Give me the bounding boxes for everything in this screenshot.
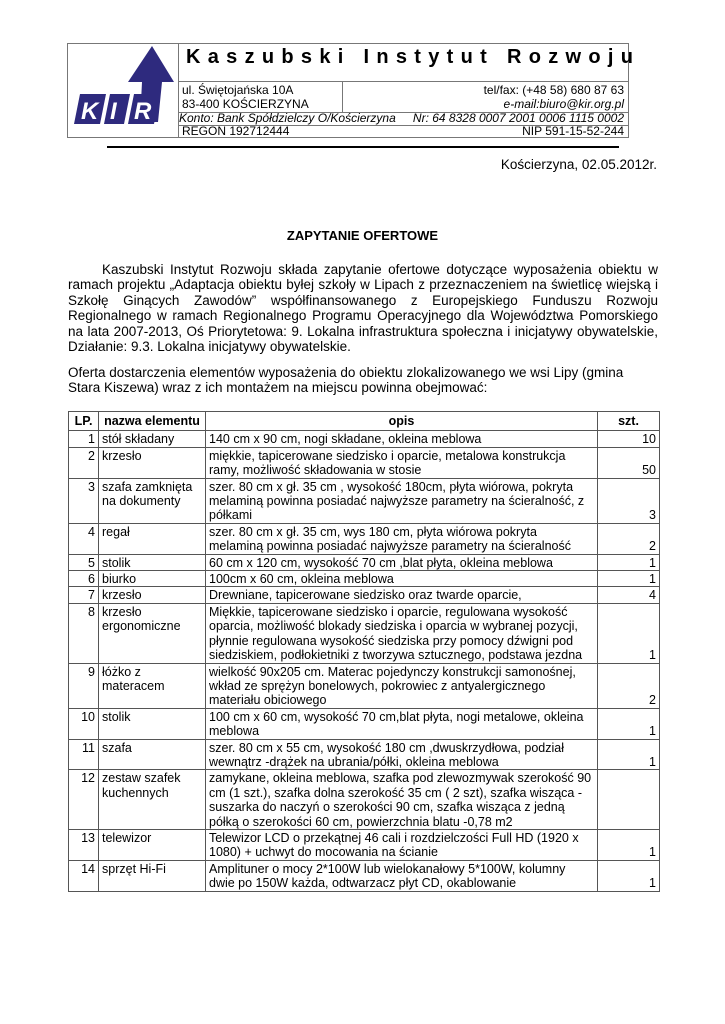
table-row [69, 739, 660, 770]
cell-szt: 2 [598, 663, 660, 708]
cell-szt: 1 [598, 860, 660, 891]
cell-name: biurko [99, 571, 206, 587]
cell-name: zestaw szafek kuchennych [99, 770, 206, 830]
cell-name: łóżko z materacem [99, 663, 206, 708]
cell-lp: 3 [69, 478, 99, 523]
cell-opis: Amplituner o mocy 2*100W lub wielokanałowy 5*100W, kolumny dwie po 150W każda, odtwarzacz płyt CD, okablowanie [206, 860, 598, 891]
header-lp: LP. [69, 412, 99, 431]
cell-opis: Miękkie, tapicerowane siedzisko i oparcie, regulowana wysokość oparcia, możliwość blokady siedziska i oparcia w wybranej pozycji, płynnie regulowana wysokość siedziska przy pomocy dźwigni pod siedziskiem, podłokietniki z tworzywa sztucznego, podstawa jezdna [206, 603, 598, 663]
cell-opis: Drewniane, tapicerowane siedzisko oraz twarde oparcie, [206, 587, 598, 603]
bank-label: Konto: Bank Spółdzielczy O/Kościerzyna [179, 111, 396, 125]
cell-opis: szer. 80 cm x gł. 35 cm , wysokość 180cm, płyta wiórowa, pokryta melaminą powinna posiadać najwyższe parametry na ścieralność, z półkami [206, 478, 598, 523]
intro-text: Kaszubski Instytut Rozwoju składa zapytanie ofertowe dotyczące wyposażenia obiektu w ramach projektu „Adaptacja obiektu byłej szkoły w Lipach z przeznaczeniem na świetlicę wiejską i Szkołę Ginących Zawodów” współfinansowanego z Europejskiego Funduszu Rozwoju Regionalnego w ramach Regionalnego Programu Operacyjnego dla Województwa Pomorskiego na lata 2007-2013, Oś Priorytetowa: 9. Lokalna infrastruktura społeczna i inicjatywy obywatelskie, Działanie: 9.3. Lokalna inicjatywy obywatelskie. [68, 262, 658, 355]
street-address: ul. Świętojańska 10A [182, 83, 294, 97]
address-row [179, 81, 628, 113]
cell-name: krzesło [99, 587, 206, 603]
cell-opis: Telewizor LCD o przekątnej 46 cali i rozdzielczości Full HD (1920 x 1080) + uchwyt do mocowania na ścianie [206, 829, 598, 860]
svg-text:I: I [110, 98, 117, 125]
cell-name: sprzęt Hi-Fi [99, 860, 206, 891]
table-row [69, 860, 660, 891]
table-row [69, 770, 660, 830]
table-row [69, 587, 660, 603]
cell-szt: 4 [598, 587, 660, 603]
cell-name: stolik [99, 708, 206, 739]
cell-name: szafa [99, 739, 206, 770]
header-divider [107, 146, 619, 148]
postal-city: 83-400 KOŚCIERZYNA [182, 97, 309, 111]
cell-lp: 14 [69, 860, 99, 891]
intro-paragraph [68, 262, 658, 354]
items-table [68, 411, 660, 892]
cell-name: szafa zamknięta na dokumenty [99, 478, 206, 523]
cell-name: telewizor [99, 829, 206, 860]
table-row [69, 708, 660, 739]
cell-szt: 10 [598, 431, 660, 447]
cell-szt: 1 [598, 571, 660, 587]
cell-lp: 13 [69, 829, 99, 860]
cell-szt [598, 770, 660, 830]
table-row [69, 447, 660, 478]
kir-logo [68, 44, 179, 137]
scope-paragraph: Oferta dostarczenia elementów wyposażenia do obiektu zlokalizowanego we wsi Lipy (gmina Stara Kiszewa) wraz z ich montażem na miejscu powinna obejmować: [68, 365, 624, 396]
table-row [69, 431, 660, 447]
cell-lp: 8 [69, 603, 99, 663]
cell-name: krzesło [99, 447, 206, 478]
cell-opis: 100 cm x 60 cm, wysokość 70 cm,blat płyta, nogi metalowe, okleina meblowa [206, 708, 598, 739]
table-header-row [69, 412, 660, 431]
regon: REGON 192712444 [182, 124, 290, 138]
cell-szt: 1 [598, 708, 660, 739]
svg-text:K: K [81, 98, 99, 125]
cell-name: stół składany [99, 431, 206, 447]
header-szt: szt. [598, 412, 660, 431]
table-row [69, 829, 660, 860]
cell-lp: 7 [69, 587, 99, 603]
cell-lp: 1 [69, 431, 99, 447]
letterhead [67, 43, 641, 138]
table-row [69, 571, 660, 587]
cell-opis: 140 cm x 90 cm, nogi składane, okleina meblowa [206, 431, 598, 447]
cell-name: krzesło ergonomiczne [99, 603, 206, 663]
cell-opis: miękkie, tapicerowane siedzisko i oparcie, metalowa konstrukcja ramy, możliwość składowania w stosie [206, 447, 598, 478]
cell-lp: 10 [69, 708, 99, 739]
kir-logo-icon [68, 44, 178, 137]
cell-lp: 5 [69, 554, 99, 570]
cell-lp: 9 [69, 663, 99, 708]
registry-row [179, 125, 628, 137]
cell-lp: 12 [69, 770, 99, 830]
header-name: nazwa elementu [99, 412, 206, 431]
cell-lp: 2 [69, 447, 99, 478]
address-block [179, 82, 343, 112]
cell-opis: 60 cm x 120 cm, wysokość 70 cm ,blat płyta, okleina meblowa [206, 554, 598, 570]
table-row [69, 478, 660, 523]
cell-szt: 2 [598, 523, 660, 554]
cell-szt: 1 [598, 829, 660, 860]
cell-name: stolik [99, 554, 206, 570]
cell-lp: 11 [69, 739, 99, 770]
cell-opis: zamykane, okleina meblowa, szafka pod zlewozmywak szerokość 90 cm (1 szt.), szafka dolna szerokość 35 cm ( 2 szt), szafka wisząca - suszarka do naczyń o szerokości 90 cm, szafka wisząca z jedną półką o szerokości 60 cm, powierzchnia blatu -0,78 m2 [206, 770, 598, 830]
document-title: ZAPYTANIE OFERTOWE [286, 228, 439, 243]
phone: tel/fax: (+48 58) 680 87 63 [483, 83, 624, 97]
cell-name: regał [99, 523, 206, 554]
cell-lp: 4 [69, 523, 99, 554]
document-date: Kościerzyna, 02.05.2012r. [500, 157, 657, 172]
cell-szt: 1 [598, 603, 660, 663]
cell-szt: 1 [598, 739, 660, 770]
table-row [69, 663, 660, 708]
cell-opis: 100cm x 60 cm, okleina meblowa [206, 571, 598, 587]
svg-text:R: R [134, 98, 152, 125]
bank-account: Nr: 64 8328 0007 2001 0006 1115 0002 [412, 111, 624, 125]
cell-opis: szer. 80 cm x 55 cm, wysokość 180 cm ,dwuskrzydłowa, podział wewnątrz -drążek na ubrania/półki, okleina meblowa [206, 739, 598, 770]
cell-szt: 1 [598, 554, 660, 570]
cell-opis: szer. 80 cm x gł. 35 cm, wys 180 cm, płyta wiórowa pokryta melaminą powinna posiadać najwyższe parametry na ścieralność [206, 523, 598, 554]
table-row [69, 523, 660, 554]
cell-szt: 3 [598, 478, 660, 523]
cell-szt: 50 [598, 447, 660, 478]
org-name: Kaszubski Instytut Rozwoju [186, 46, 641, 68]
header-opis: opis [206, 412, 598, 431]
cell-opis: wielkość 90x205 cm. Materac pojedynczy konstrukcji samonośnej, wkład ze sprężyn bonelowych, pokrowiec z antyalergicznego materiału obiciowego [206, 663, 598, 708]
cell-lp: 6 [69, 571, 99, 587]
email: e-mail:biuro@kir.org.pl [503, 97, 624, 111]
nip: NIP 591-15-52-244 [522, 124, 624, 138]
table-row [69, 603, 660, 663]
table-row [69, 554, 660, 570]
